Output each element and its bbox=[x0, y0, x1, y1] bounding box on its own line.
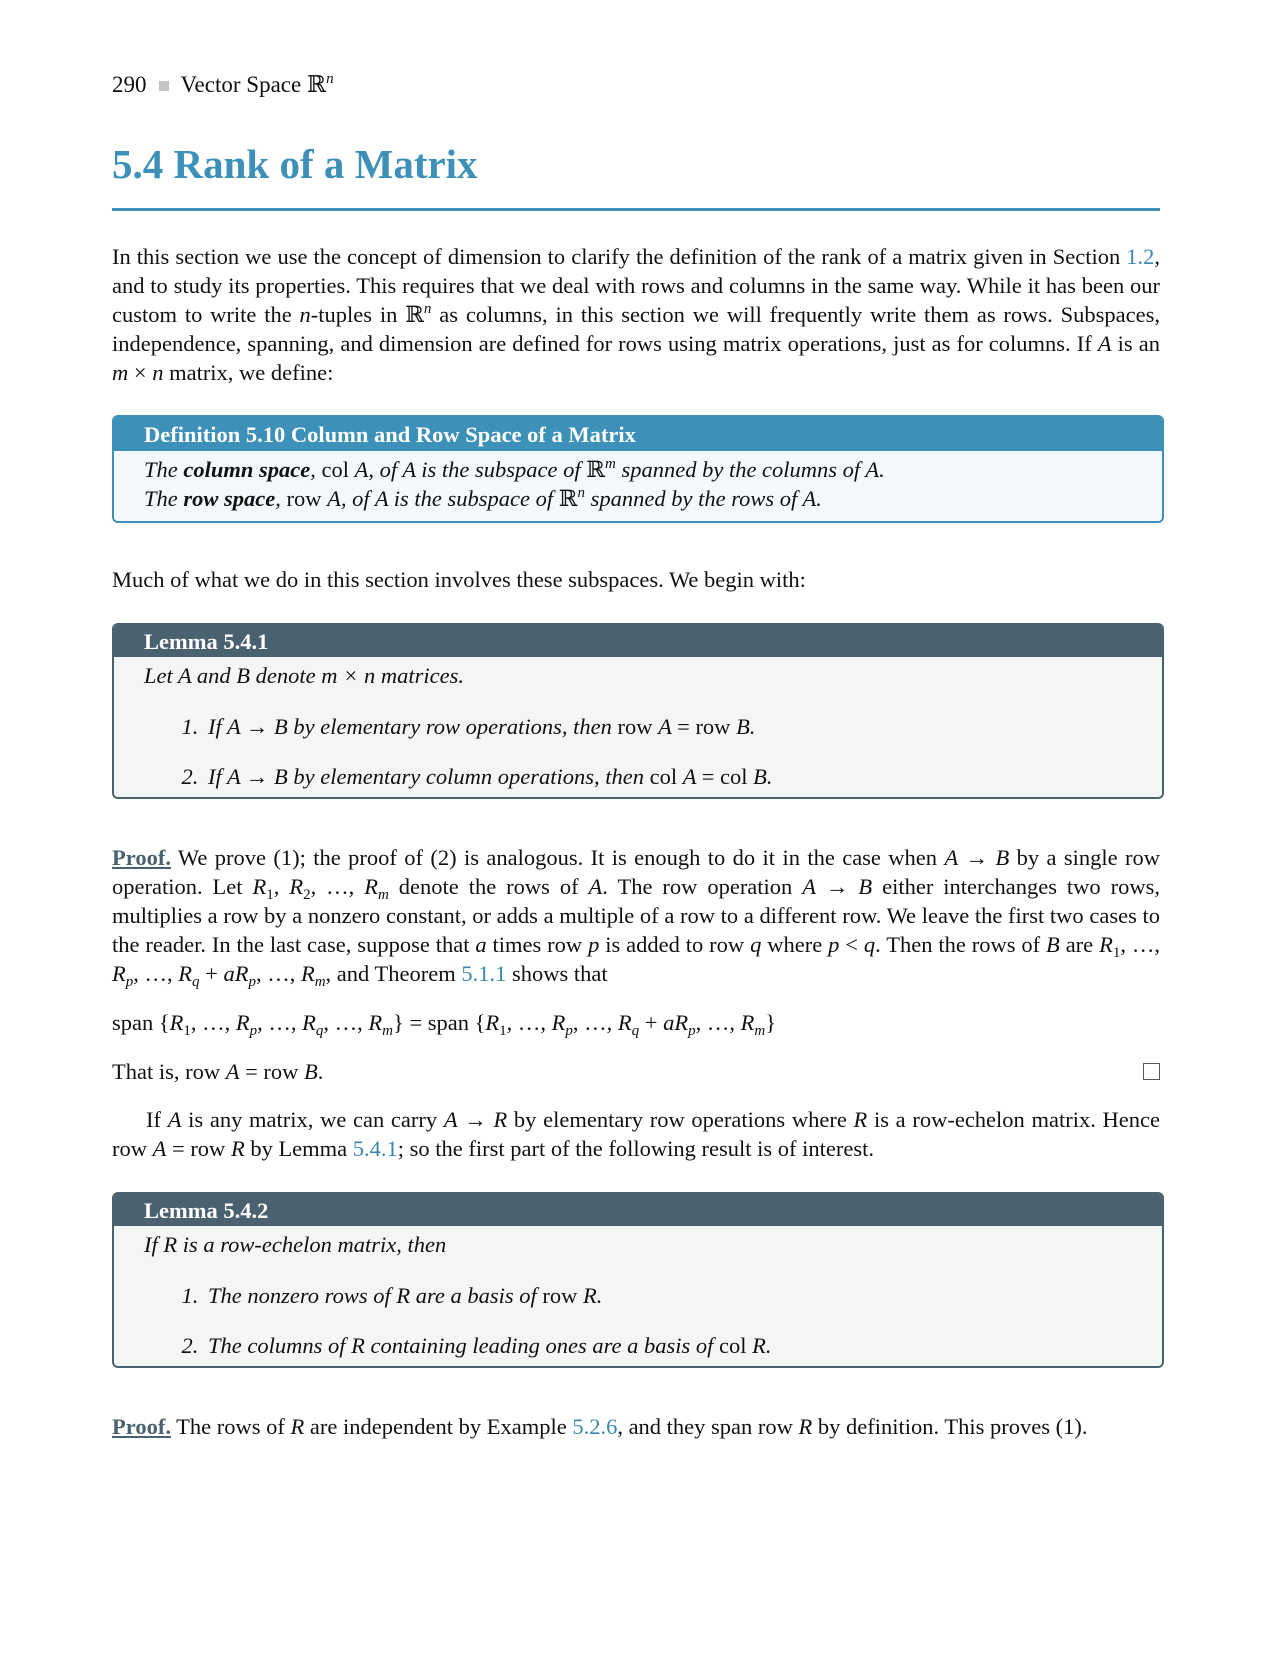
text-run: B. bbox=[753, 764, 773, 789]
text-run: col bbox=[321, 457, 355, 482]
text-run: column space bbox=[183, 457, 311, 482]
text-run: , …, bbox=[190, 1010, 236, 1035]
text-run: p bbox=[828, 932, 840, 957]
paragraph-2 bbox=[112, 1105, 1160, 1163]
text-run: as columns, in this section we will frequently write them as rows. Subspaces, independence, spanning, and dimension are defined for rows using matrix operations, just as for columns. If bbox=[112, 302, 1160, 356]
cross-reference-link[interactable]: 1.2 bbox=[1126, 244, 1155, 269]
text-run: q bbox=[631, 1023, 640, 1039]
text-run: The columns of R containing leading ones are a basis of bbox=[208, 1333, 720, 1358]
text-run: B bbox=[1046, 932, 1060, 957]
lemma-intro bbox=[144, 661, 1132, 690]
text-run: R bbox=[853, 1107, 868, 1132]
text-run: , …, bbox=[133, 961, 179, 986]
text-run: either interchanges two rows, multiplies a row by a nonzero constant, or adds a multiple of a row to a different row. We leave the first two cases to the reader. In the last case, suppose that bbox=[112, 874, 1161, 957]
text-run: R. bbox=[752, 1333, 772, 1358]
text-run: R bbox=[112, 961, 126, 986]
lemma-intro bbox=[144, 1230, 1132, 1259]
text-run: } bbox=[765, 1010, 777, 1035]
text-run: Let A and B denote m × n matrices. bbox=[144, 663, 464, 688]
text-run: ; so the first part of the following result is of interest. bbox=[397, 1136, 874, 1161]
proof-label[interactable]: Proof. bbox=[112, 845, 171, 870]
text-run: R bbox=[289, 874, 304, 899]
text-run: + bbox=[199, 961, 224, 986]
text-run: is any matrix, we can carry bbox=[181, 1107, 444, 1132]
text-run: n bbox=[152, 360, 164, 385]
text-run: The bbox=[144, 486, 184, 511]
text-run: . Then the rows of bbox=[875, 932, 1047, 957]
text-run: R bbox=[551, 1010, 566, 1035]
qed-square-icon bbox=[1143, 1063, 1160, 1080]
text-run: , and Theorem bbox=[325, 961, 462, 986]
definition-line bbox=[144, 455, 1132, 484]
text-run: 2 bbox=[303, 887, 311, 903]
text-run: A bbox=[802, 874, 816, 899]
text-run: , …, bbox=[572, 1010, 618, 1035]
text-run: 1 bbox=[1112, 945, 1121, 961]
text-run: The bbox=[144, 457, 184, 482]
text-run: R bbox=[368, 1010, 383, 1035]
text-run: by definition. This proves (1). bbox=[812, 1414, 1088, 1439]
text-run: → bbox=[958, 845, 996, 870]
text-run: row bbox=[542, 1283, 584, 1308]
text-run: row bbox=[286, 486, 328, 511]
page-number: 290 bbox=[112, 72, 147, 97]
text-run: → bbox=[816, 874, 859, 899]
text-run: , …, bbox=[255, 961, 301, 986]
lemma-body bbox=[114, 1226, 1162, 1366]
definition-line bbox=[144, 484, 1132, 513]
text-run: R bbox=[230, 1136, 245, 1161]
cross-reference-link[interactable]: 5.2.6 bbox=[572, 1414, 618, 1439]
text-run: m bbox=[377, 887, 389, 903]
text-run: , …, bbox=[257, 1010, 303, 1035]
text-run: , …, bbox=[506, 1010, 552, 1035]
text-run: , bbox=[273, 874, 290, 899]
text-run: A, of A is the subspace of bbox=[327, 486, 559, 511]
text-run: R bbox=[300, 961, 315, 986]
lemma-body bbox=[114, 657, 1162, 797]
text-run: , …, bbox=[695, 1010, 741, 1035]
text-run: n bbox=[423, 301, 432, 317]
text-run: a bbox=[475, 932, 487, 957]
text-run: } = span { bbox=[393, 1010, 486, 1035]
intro-paragraph bbox=[112, 242, 1160, 387]
proof-paragraph bbox=[112, 843, 1160, 988]
text-run: B. bbox=[736, 714, 756, 739]
text-run: m bbox=[754, 1023, 766, 1039]
text-run: p bbox=[688, 1023, 696, 1039]
lemma-5-4-1-box bbox=[112, 623, 1164, 799]
text-run: = row bbox=[166, 1136, 231, 1161]
proof-conclusion bbox=[112, 1057, 1160, 1086]
text-run: = row bbox=[677, 714, 737, 739]
lemma-item bbox=[204, 1331, 1132, 1360]
separator-square-icon bbox=[159, 81, 169, 91]
text-run: aR bbox=[223, 961, 249, 986]
text-run: 1 bbox=[499, 1023, 507, 1039]
text-run: If R is a row-echelon matrix, then bbox=[144, 1232, 447, 1257]
text-run: R bbox=[485, 1010, 500, 1035]
lemma-item bbox=[204, 762, 1132, 791]
text-run: ℝ bbox=[558, 486, 578, 511]
text-run: R bbox=[169, 1010, 184, 1035]
text-run: < bbox=[839, 932, 864, 957]
text-run: The nonzero rows of R are a basis of bbox=[208, 1283, 543, 1308]
text-run: ℝ bbox=[586, 457, 605, 482]
text-run: A bbox=[225, 1059, 240, 1084]
text-run: R bbox=[178, 961, 192, 986]
text-run: . bbox=[317, 1059, 324, 1084]
text-run: , bbox=[310, 457, 322, 482]
text-run: spanned by the columns of A. bbox=[615, 457, 885, 482]
text-run: R bbox=[302, 1010, 316, 1035]
text-run: × bbox=[128, 360, 153, 385]
text-run: + bbox=[639, 1010, 664, 1035]
text-run: times row bbox=[486, 932, 589, 957]
lemma-5-4-2-box bbox=[112, 1192, 1164, 1368]
text-run: m bbox=[382, 1023, 394, 1039]
text-run: R bbox=[290, 1414, 305, 1439]
text-run: If bbox=[146, 1107, 168, 1132]
definition-body bbox=[114, 451, 1162, 521]
text-run: is a row-echelon matrix. Hence row bbox=[112, 1107, 1160, 1161]
definition-title: Definition 5.10 Column and Row Space of a Matrix bbox=[114, 417, 1162, 451]
text-run: 1 bbox=[183, 1023, 191, 1039]
section-title: 5.4 Rank of a Matrix bbox=[112, 141, 478, 187]
text-run: A bbox=[658, 714, 678, 739]
text-run: We prove (1); the proof of (2) is analogous. It is enough to do it in the case when bbox=[170, 845, 945, 870]
transition-paragraph bbox=[112, 565, 1160, 594]
text-run: A bbox=[944, 845, 959, 870]
proof-paragraph-2 bbox=[112, 1412, 1160, 1441]
text-run: by Lemma bbox=[244, 1136, 353, 1161]
text-run: , …, bbox=[323, 1010, 369, 1035]
text-run: , bbox=[275, 486, 287, 511]
text-run: q bbox=[192, 974, 200, 990]
definition-box bbox=[112, 415, 1164, 523]
running-title: Vector Space ℝ bbox=[180, 72, 327, 97]
text-run: The rows of bbox=[170, 1414, 291, 1439]
text-run: = row bbox=[239, 1059, 305, 1084]
text-run: R bbox=[252, 874, 267, 899]
text-run: R bbox=[493, 1107, 508, 1132]
text-run: R. bbox=[583, 1283, 603, 1308]
text-run: B bbox=[858, 874, 873, 899]
text-run: R bbox=[364, 874, 378, 899]
text-run: by elementary row operations where bbox=[507, 1107, 854, 1132]
text-run: , and they span row bbox=[617, 1414, 799, 1439]
text-run: B bbox=[304, 1059, 318, 1084]
text-run: is an bbox=[1111, 331, 1160, 356]
text-run: by a single row operation. Let bbox=[112, 845, 1160, 899]
text-run: , and to study its properties. This requires that we deal with rows and columns in the same way. While it has been our custom to write the bbox=[112, 244, 1160, 327]
running-title-sup: n bbox=[326, 71, 334, 87]
text-run: span { bbox=[112, 1010, 170, 1035]
text-run: p bbox=[588, 932, 600, 957]
cross-reference-link[interactable]: 5.1.1 bbox=[461, 961, 507, 986]
text-run: is added to row bbox=[599, 932, 751, 957]
text-run: A, of A is the subspace of bbox=[354, 457, 587, 482]
text-run: R bbox=[740, 1010, 755, 1035]
proof-label[interactable]: Proof. bbox=[112, 1414, 171, 1439]
text-run: p bbox=[249, 1023, 258, 1039]
text-run: R bbox=[798, 1414, 813, 1439]
lemma-title: Lemma 5.4.1 bbox=[114, 625, 1162, 657]
text-run: q bbox=[750, 932, 762, 957]
text-run: A bbox=[152, 1136, 167, 1161]
lemma-item bbox=[204, 712, 1132, 741]
text-run: , …, bbox=[310, 874, 365, 899]
text-run: R bbox=[617, 1010, 632, 1035]
text-run: denote the rows of bbox=[388, 874, 589, 899]
text-run: A bbox=[588, 874, 603, 899]
running-header bbox=[112, 72, 1160, 98]
text-run: m bbox=[605, 456, 616, 472]
text-run: In this section we use the concept of dimension to clarify the definition of the rank of a matrix given in Section bbox=[112, 244, 1127, 269]
text-run: A bbox=[1097, 331, 1112, 356]
display-equation bbox=[112, 1008, 1160, 1037]
text-run: spanned by the rows of A. bbox=[585, 486, 822, 511]
text-run: aR bbox=[663, 1010, 689, 1035]
text-run: where bbox=[761, 932, 829, 957]
text-run: q bbox=[315, 1023, 324, 1039]
text-run: = col bbox=[701, 764, 754, 789]
text-run: . The row operation bbox=[602, 874, 803, 899]
text-run: p bbox=[248, 974, 256, 990]
text-run: p bbox=[125, 974, 134, 990]
text-run: -tuples in ℝ bbox=[310, 302, 424, 327]
text-run: A bbox=[682, 764, 702, 789]
text-run: p bbox=[565, 1023, 573, 1039]
text-run: Much of what we do in this section involves these subspaces. We begin with: bbox=[112, 567, 806, 592]
text-run: matrix, we define: bbox=[163, 360, 334, 385]
text-run: A bbox=[443, 1107, 458, 1132]
text-run: m bbox=[112, 360, 129, 385]
text-run: are independent by Example bbox=[304, 1414, 573, 1439]
lemma-item bbox=[204, 1281, 1132, 1310]
text-run: col bbox=[649, 764, 683, 789]
text-run: 1 bbox=[266, 887, 274, 903]
text-run: are bbox=[1059, 932, 1100, 957]
text-run: shows that bbox=[506, 961, 608, 986]
text-run: row space bbox=[183, 486, 276, 511]
text-run: m bbox=[314, 974, 326, 990]
text-run: n bbox=[299, 302, 311, 327]
text-run: That is, row bbox=[112, 1059, 226, 1084]
title-rule bbox=[112, 208, 1160, 211]
text-run: q bbox=[863, 932, 876, 957]
text-run: If A → B by elementary row operations, then bbox=[208, 714, 618, 739]
text-run: If A → B by elementary column operations, then bbox=[208, 764, 650, 789]
text-run: col bbox=[719, 1333, 753, 1358]
text-run: , …, bbox=[1120, 932, 1160, 957]
text-run: R bbox=[235, 1010, 250, 1035]
lemma-title: Lemma 5.4.2 bbox=[114, 1194, 1162, 1226]
text-run: n bbox=[577, 485, 585, 501]
text-run: B bbox=[995, 845, 1010, 870]
text-run: A bbox=[167, 1107, 182, 1132]
cross-reference-link[interactable]: 5.4.1 bbox=[352, 1136, 398, 1161]
proof-end-line bbox=[112, 1057, 1160, 1086]
text-run: row bbox=[617, 714, 659, 739]
text-run: R bbox=[1099, 932, 1113, 957]
text-run: → bbox=[457, 1107, 494, 1132]
